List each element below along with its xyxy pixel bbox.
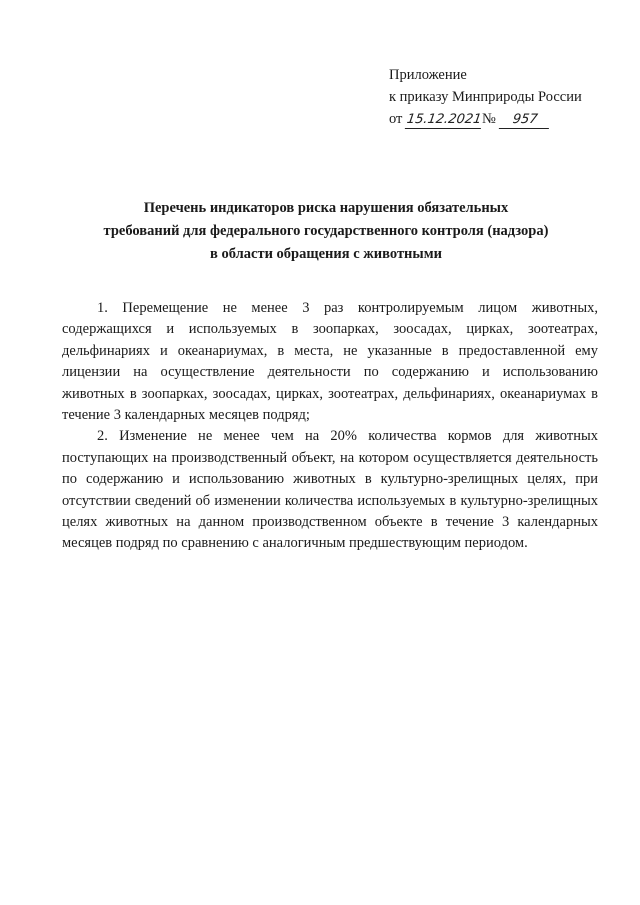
order-date-number-line: [389, 108, 582, 130]
indicator-list: [62, 298, 598, 555]
title-line-3: в области обращения с животными: [210, 246, 442, 262]
date-prefix: от: [389, 111, 403, 127]
title-line-2: требований для федерального государственного контроля (надзора): [103, 223, 549, 239]
indicator-item-1: 1. Перемещение не менее 3 раз контролируемым лицом животных, содержащихся и используемых в зоопарках, зоосадах, цирках, зоотеатрах, дельфинариях и океанариумах, в места, не указанные в предоставленной ему лицензии на осуществление деятельности по содержанию и использованию животных в зоопарках, зоосадах, цирках, зоотеатрах, дельфинариях, океанариумах в течение 3 календарных месяцев подряд;: [62, 300, 598, 424]
number-sign: №: [482, 111, 496, 127]
appendix-label: Приложение: [389, 67, 467, 83]
indicator-item-2: 2. Изменение не менее чем на 20% количества кормов для животных поступающих на производственный объект, на котором осуществляется деятельность по содержанию и использованию животных в культурно-зрелищных целях, при отсутствии сведений об изменении количества используемых в культурно-зрелищных целях животных на данном производственном объекте в течение 3 календарных месяцев подряд по сравнению с аналогичным предшествующим периодом.: [62, 428, 598, 552]
title-line-1: Перечень индикаторов риска нарушения обязательных: [143, 200, 509, 216]
handwritten-number: 957: [498, 112, 550, 129]
appendix-header: [389, 64, 582, 130]
order-reference: к приказу Минприроды России: [389, 89, 582, 105]
handwritten-date: 15.12.2021: [405, 112, 483, 127]
document-title: [60, 197, 592, 266]
